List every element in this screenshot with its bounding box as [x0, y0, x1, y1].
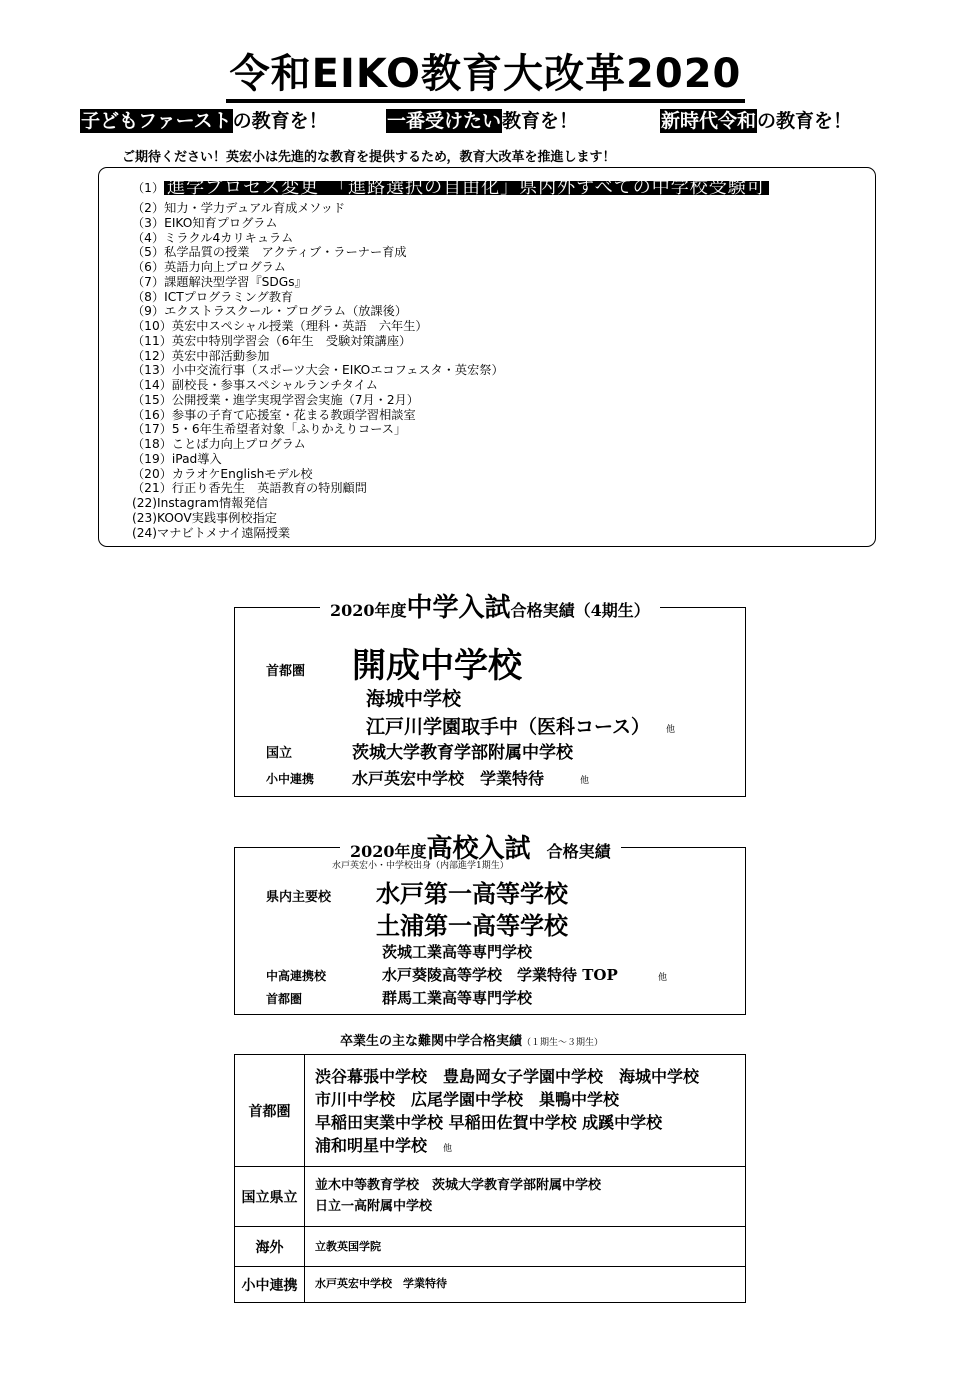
- slogan-1: 子どもファーストの教育を！: [81, 110, 328, 132]
- program-list: [132, 176, 769, 540]
- slogan-3: 新時代令和の教育を！: [661, 110, 853, 132]
- junior-high-results-title: 2020年度中学入試合格実績（4期生）: [320, 587, 660, 624]
- table-row: [235, 1055, 745, 1167]
- program-item: （13）小中交流行事（スポーツ大会・EIKOエコフェスタ・英宏祭）: [132, 363, 504, 378]
- label-capital: 首都圏: [266, 664, 306, 679]
- label-national: 国立: [266, 746, 293, 761]
- program-item: (22)Instagram情報発信: [132, 496, 268, 510]
- row-schools: 並木中等教育学校 茨城大学教育学部附属中学校 日立一高附属中学校: [315, 1178, 602, 1214]
- page-title: 令和EIKO教育大改革2020: [0, 42, 971, 99]
- program-item: (23)KOOV実践事例校指定: [132, 510, 277, 525]
- program-item: （21）行正り香先生 英語教育の特別顧問: [132, 481, 367, 496]
- program-item: （6）英語力向上プログラム: [132, 260, 286, 274]
- program-item: (24)マナビトメナイ遠隔授業: [132, 525, 291, 540]
- school-gunma-kosen: 群馬工業高等専門学校: [382, 989, 533, 1007]
- program-item: （15）公開授業・進学実現学習会実施（7月・2月）: [132, 392, 419, 407]
- program-item: （20）カラオケEnglishモデル校: [132, 466, 313, 481]
- table-row: [235, 1227, 745, 1267]
- tagline: ご期待ください！英宏小は先進的な教育を提供するため，教育大改革を推進します！: [122, 150, 616, 165]
- school-kaijo: 海城中学校: [366, 688, 462, 710]
- program-item: （10）英宏中スペシャル授業（理科・英語 六年生）: [132, 319, 428, 333]
- label-link-high: 中高連携校: [266, 969, 327, 983]
- row-category: 国立県立: [235, 1167, 305, 1226]
- table-row: [235, 1267, 745, 1302]
- program-item: （8）ICTプログラミング教育: [132, 289, 294, 304]
- school-edogawa: 江戸川学園取手中（医科コース）: [366, 716, 651, 738]
- school-eiko-jh: 水戸英宏中学校 学業特待: [352, 769, 545, 788]
- program-item: （17）5・6年生希望者対象「ふりかえりコース」: [132, 422, 407, 437]
- row-schools: 立教英国学院: [315, 1240, 381, 1253]
- program-item: （3）EIKO知育プログラム: [132, 215, 278, 230]
- label-link: 小中連携: [266, 772, 315, 786]
- program-item: （18）ことば力向上プログラム: [132, 437, 306, 451]
- program-item: （9）エクストラスクール・プログラム（放課後）: [132, 304, 408, 319]
- program-item: （12）英宏中部活動参加: [132, 348, 270, 363]
- row-category: 海外: [235, 1227, 305, 1266]
- etc-note: 他: [666, 725, 676, 735]
- program-item: （16）参事の子育て応援室・花まる教頭学習相談室: [132, 407, 416, 422]
- program-item: （4）ミラクル4カリキュラム: [132, 230, 294, 245]
- program-item: （11）英宏中特別学習会（6年生 受験対策講座）: [132, 333, 412, 348]
- program-item: （7）課題解決型学習『SDGs』: [132, 274, 307, 289]
- slogan-2: 一番受けたい教育を！: [387, 110, 579, 132]
- program-item-highlight: （1） 進学プロセス変更 「進路選択の自由化」県内外すべての中学校受験可: [132, 177, 769, 199]
- row-category: 小中連携: [235, 1267, 305, 1302]
- school-tsuchiura-daiichi: 土浦第一高等学校: [376, 911, 568, 940]
- graduates-title: 卒業生の主な難関中学合格実績（１期生～３期生）: [340, 1034, 604, 1049]
- school-mito-daiichi: 水戸第一高等学校: [376, 879, 568, 908]
- program-item: （2）知力・学力デュアル育成メソッド: [132, 201, 346, 215]
- row-category: 首都圏: [235, 1055, 305, 1166]
- program-item: （5）私学品質の授業 アクティブ・ラーナー育成: [132, 245, 407, 260]
- high-school-note: 水戸英宏小・中学校出身（内部進学1期生）: [332, 861, 509, 871]
- label-capital-high: 首都圏: [266, 992, 303, 1006]
- high-school-results-title: 2020年度高校入試 合格実績: [340, 828, 621, 865]
- school-kaisei: 開成中学校: [352, 646, 522, 686]
- etc-note: 他: [658, 973, 668, 983]
- program-item: （19）iPad導入: [132, 451, 222, 466]
- row-schools: 水戸英宏中学校 学業特待: [315, 1277, 447, 1290]
- graduates-table: [234, 1054, 746, 1303]
- table-row: [235, 1167, 745, 1227]
- program-item: （14）副校長・参事スペシャルランチタイム: [132, 378, 378, 392]
- school-ibaraki-univ: 茨城大学教育学部附属中学校: [352, 743, 573, 763]
- school-kiryo: 水戸葵陵高等学校 学業特待 TOP: [382, 966, 618, 984]
- school-ibaraki-kosen: 茨城工業高等専門学校: [382, 943, 533, 961]
- row-schools: 渋谷幕張中学校 豊島岡女子学園中学校 海城中学校 市川中学校 広尾学園中学校 巣鴨中学校 早稲田実業中学校 早稲田佐賀中学校 成蹊中学校 浦和明星中学校 他: [315, 1067, 700, 1155]
- etc-note: 他: [580, 776, 590, 786]
- label-prefecture: 県内主要校: [266, 890, 332, 905]
